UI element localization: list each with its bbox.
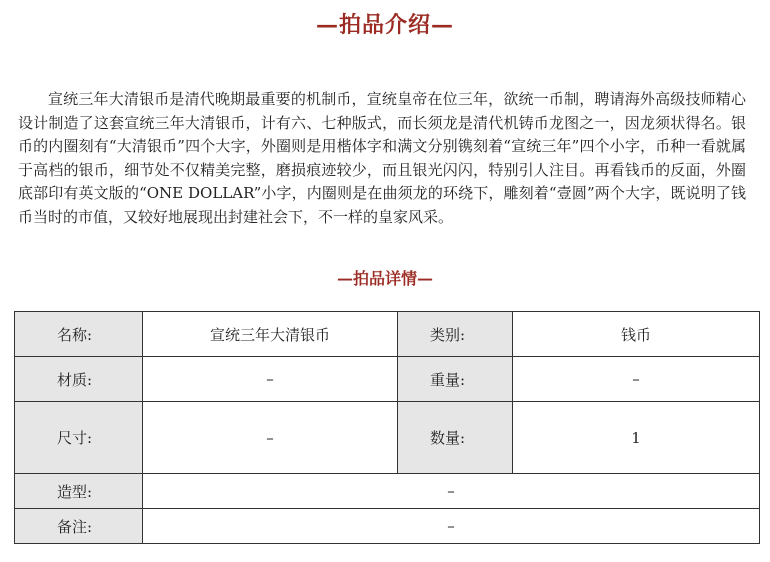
- page-title: —拍品介绍—: [315, 12, 454, 38]
- name-value: 宣统三年大清银币: [143, 312, 398, 357]
- table-row: [15, 474, 760, 509]
- quantity-value: 1: [513, 402, 760, 474]
- table-row: [15, 357, 760, 402]
- details-table: [14, 311, 760, 544]
- weight-label: 重量:: [398, 357, 513, 402]
- intro-paragraph: 宣统三年大清银币是清代晚期最重要的机制币，宣统皇帝在位三年，欲统一币制，聘请海外高级技师精心设计制造了这套宣统三年大清银币，计有六、七种版式，而长须龙是清代机铸币龙图之一，因龙须状得名。银币的内圈刻有“大清银币”四个大字，外圈则是用楷体字和满文分别镌刻着“宣统三年”四个小字，币种一看就属于高档的银币，细节处不仅精美完整，磨损痕迹较少，而且银光闪闪，特别引人注目。再看钱币的反面，外圈底部印有英文版的“ONE DOLLAR”小字，内圈则是在曲须龙的环绕下，雕刻着“壹圆”两个大字，既说明了钱币当时的市值，又较好地展现出封建社会下，不一样的皇家风采。: [18, 90, 746, 226]
- weight-value: –: [513, 357, 760, 402]
- note-label: 备注:: [15, 509, 143, 544]
- category-label: 类别:: [398, 312, 513, 357]
- table-row: [15, 509, 760, 544]
- table-row: [15, 402, 760, 474]
- table-row: [15, 312, 760, 357]
- note-value: –: [143, 509, 760, 544]
- size-value: –: [143, 402, 398, 474]
- quantity-label: 数量:: [398, 402, 513, 474]
- material-label: 材质:: [15, 357, 143, 402]
- shape-value: –: [143, 474, 760, 509]
- shape-label: 造型:: [15, 474, 143, 509]
- size-label: 尺寸:: [15, 402, 143, 474]
- details-section-title: —拍品详情—: [336, 269, 433, 288]
- material-value: –: [143, 357, 398, 402]
- category-value: 钱币: [513, 312, 760, 357]
- name-label: 名称:: [15, 312, 143, 357]
